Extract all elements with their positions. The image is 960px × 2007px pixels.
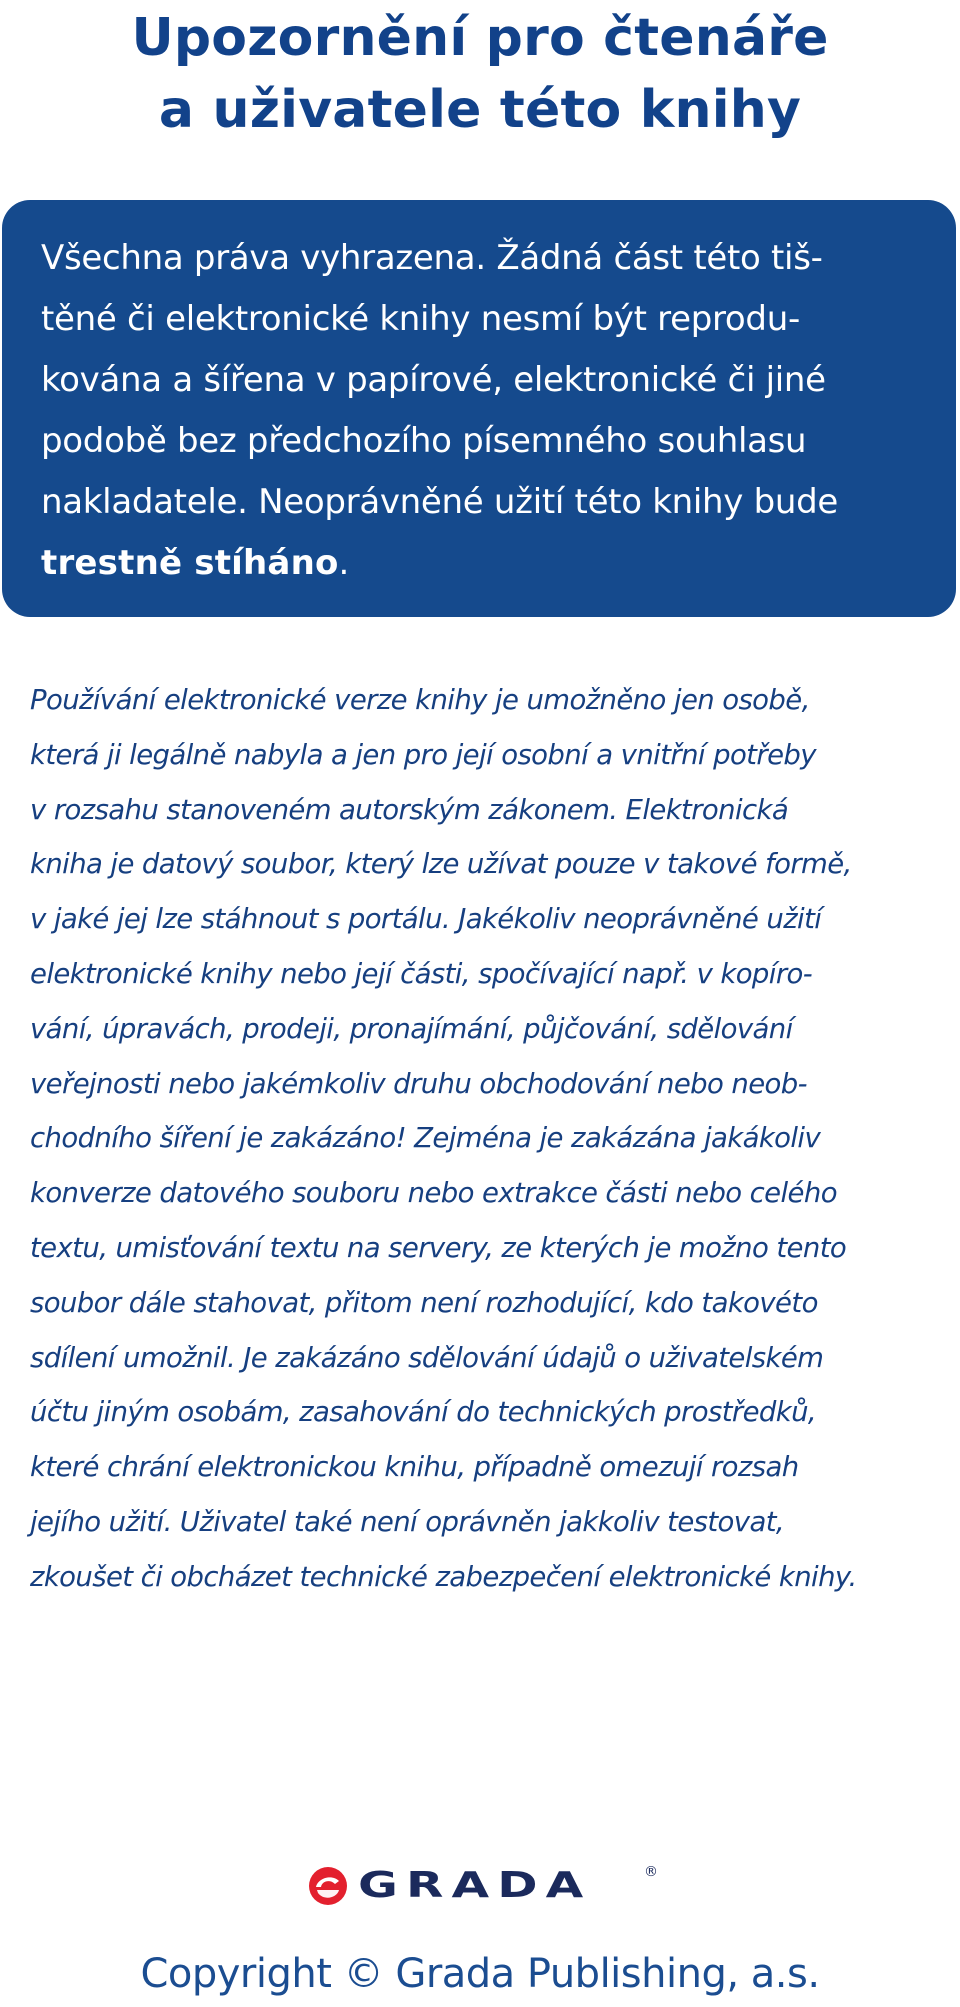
page-title — [0, 2, 960, 146]
copyright-notice: Copyright © Grada Publishing, a.s. — [140, 1951, 820, 1997]
paragraph-line: zkoušet či obcházet technické zabezpečení elektronické knihy. — [30, 1560, 857, 1593]
paragraph-line: textu, umisťování textu na servery, ze kterých je možno tento — [30, 1231, 847, 1264]
paragraph-line: kniha je datový soubor, který lze užívat pouze v takové formě, — [30, 848, 852, 881]
grada-logo — [308, 1862, 658, 1910]
paragraph-line: v rozsahu stanoveném autorským zákonem. Elektronická — [30, 793, 789, 826]
paragraph-line: elektronické knihy nebo její části, spočívající např. v kopíro- — [30, 957, 813, 990]
notice-end-punct: . — [338, 543, 350, 583]
paragraph-line: která ji legálně nabyla a jen pro její osobní a vnitřní potřeby — [30, 738, 816, 771]
logo-wordmark: GRADA — [358, 1865, 592, 1906]
paragraph-line: konverze datového souboru nebo extrakce části nebo celého — [30, 1177, 837, 1210]
registered-mark: ® — [644, 1864, 658, 1880]
paragraph-line: Používání elektronické verze knihy je umožněno jen osobě, — [30, 684, 810, 716]
notice-line: podobě bez předchozího písemného souhlasu — [41, 421, 807, 461]
paragraph-line: které chrání elektronickou knihu, případně omezují rozsah — [30, 1451, 799, 1484]
notice-line: nakladatele. Neoprávněné užití této knihy bude — [41, 482, 839, 522]
paragraph-line: účtu jiným osobám, zasahování do technických prostředků, — [30, 1396, 817, 1429]
notice-bold-text: trestně stíháno — [41, 543, 339, 583]
paragraph-line: chodního šíření je zakázáno! Zejména je zakázána jakákoliv — [30, 1122, 821, 1155]
notice-line: Všechna práva vyhrazena. Žádná část této tiš- — [41, 238, 823, 278]
paragraph-line: jejího užití. Uživatel také není oprávněn jakkoliv testovat, — [30, 1505, 785, 1538]
paragraph-line: veřejnosti nebo jakémkoliv druhu obchodování nebo neob- — [30, 1067, 807, 1100]
paragraph-line: sdílení umožnil. Je zakázáno sdělování údajů o uživatelském — [30, 1341, 824, 1374]
paragraph-line: v jaké jej lze stáhnout s portálu. Jakékoliv neoprávněné užití — [30, 903, 822, 936]
notice-line: kována a šířena v papírové, elektronické či jiné — [41, 360, 826, 400]
notice-line-final — [41, 533, 926, 594]
title-line-2: a uživatele této knihy — [158, 80, 802, 140]
notice-line: těné či elektronické knihy nesmí být reprodu- — [41, 299, 800, 339]
paragraph-line: vání, úpravách, prodeji, pronajímání, půjčování, sdělování — [30, 1012, 793, 1045]
title-line-1: Upozornění pro čtenáře — [131, 8, 829, 68]
grada-logo-icon — [308, 1866, 348, 1906]
rights-notice-box — [2, 200, 956, 617]
paragraph-line: soubor dále stahovat, přitom není rozhodující, kdo takovéto — [30, 1286, 818, 1319]
usage-terms-paragraph — [30, 673, 940, 1605]
